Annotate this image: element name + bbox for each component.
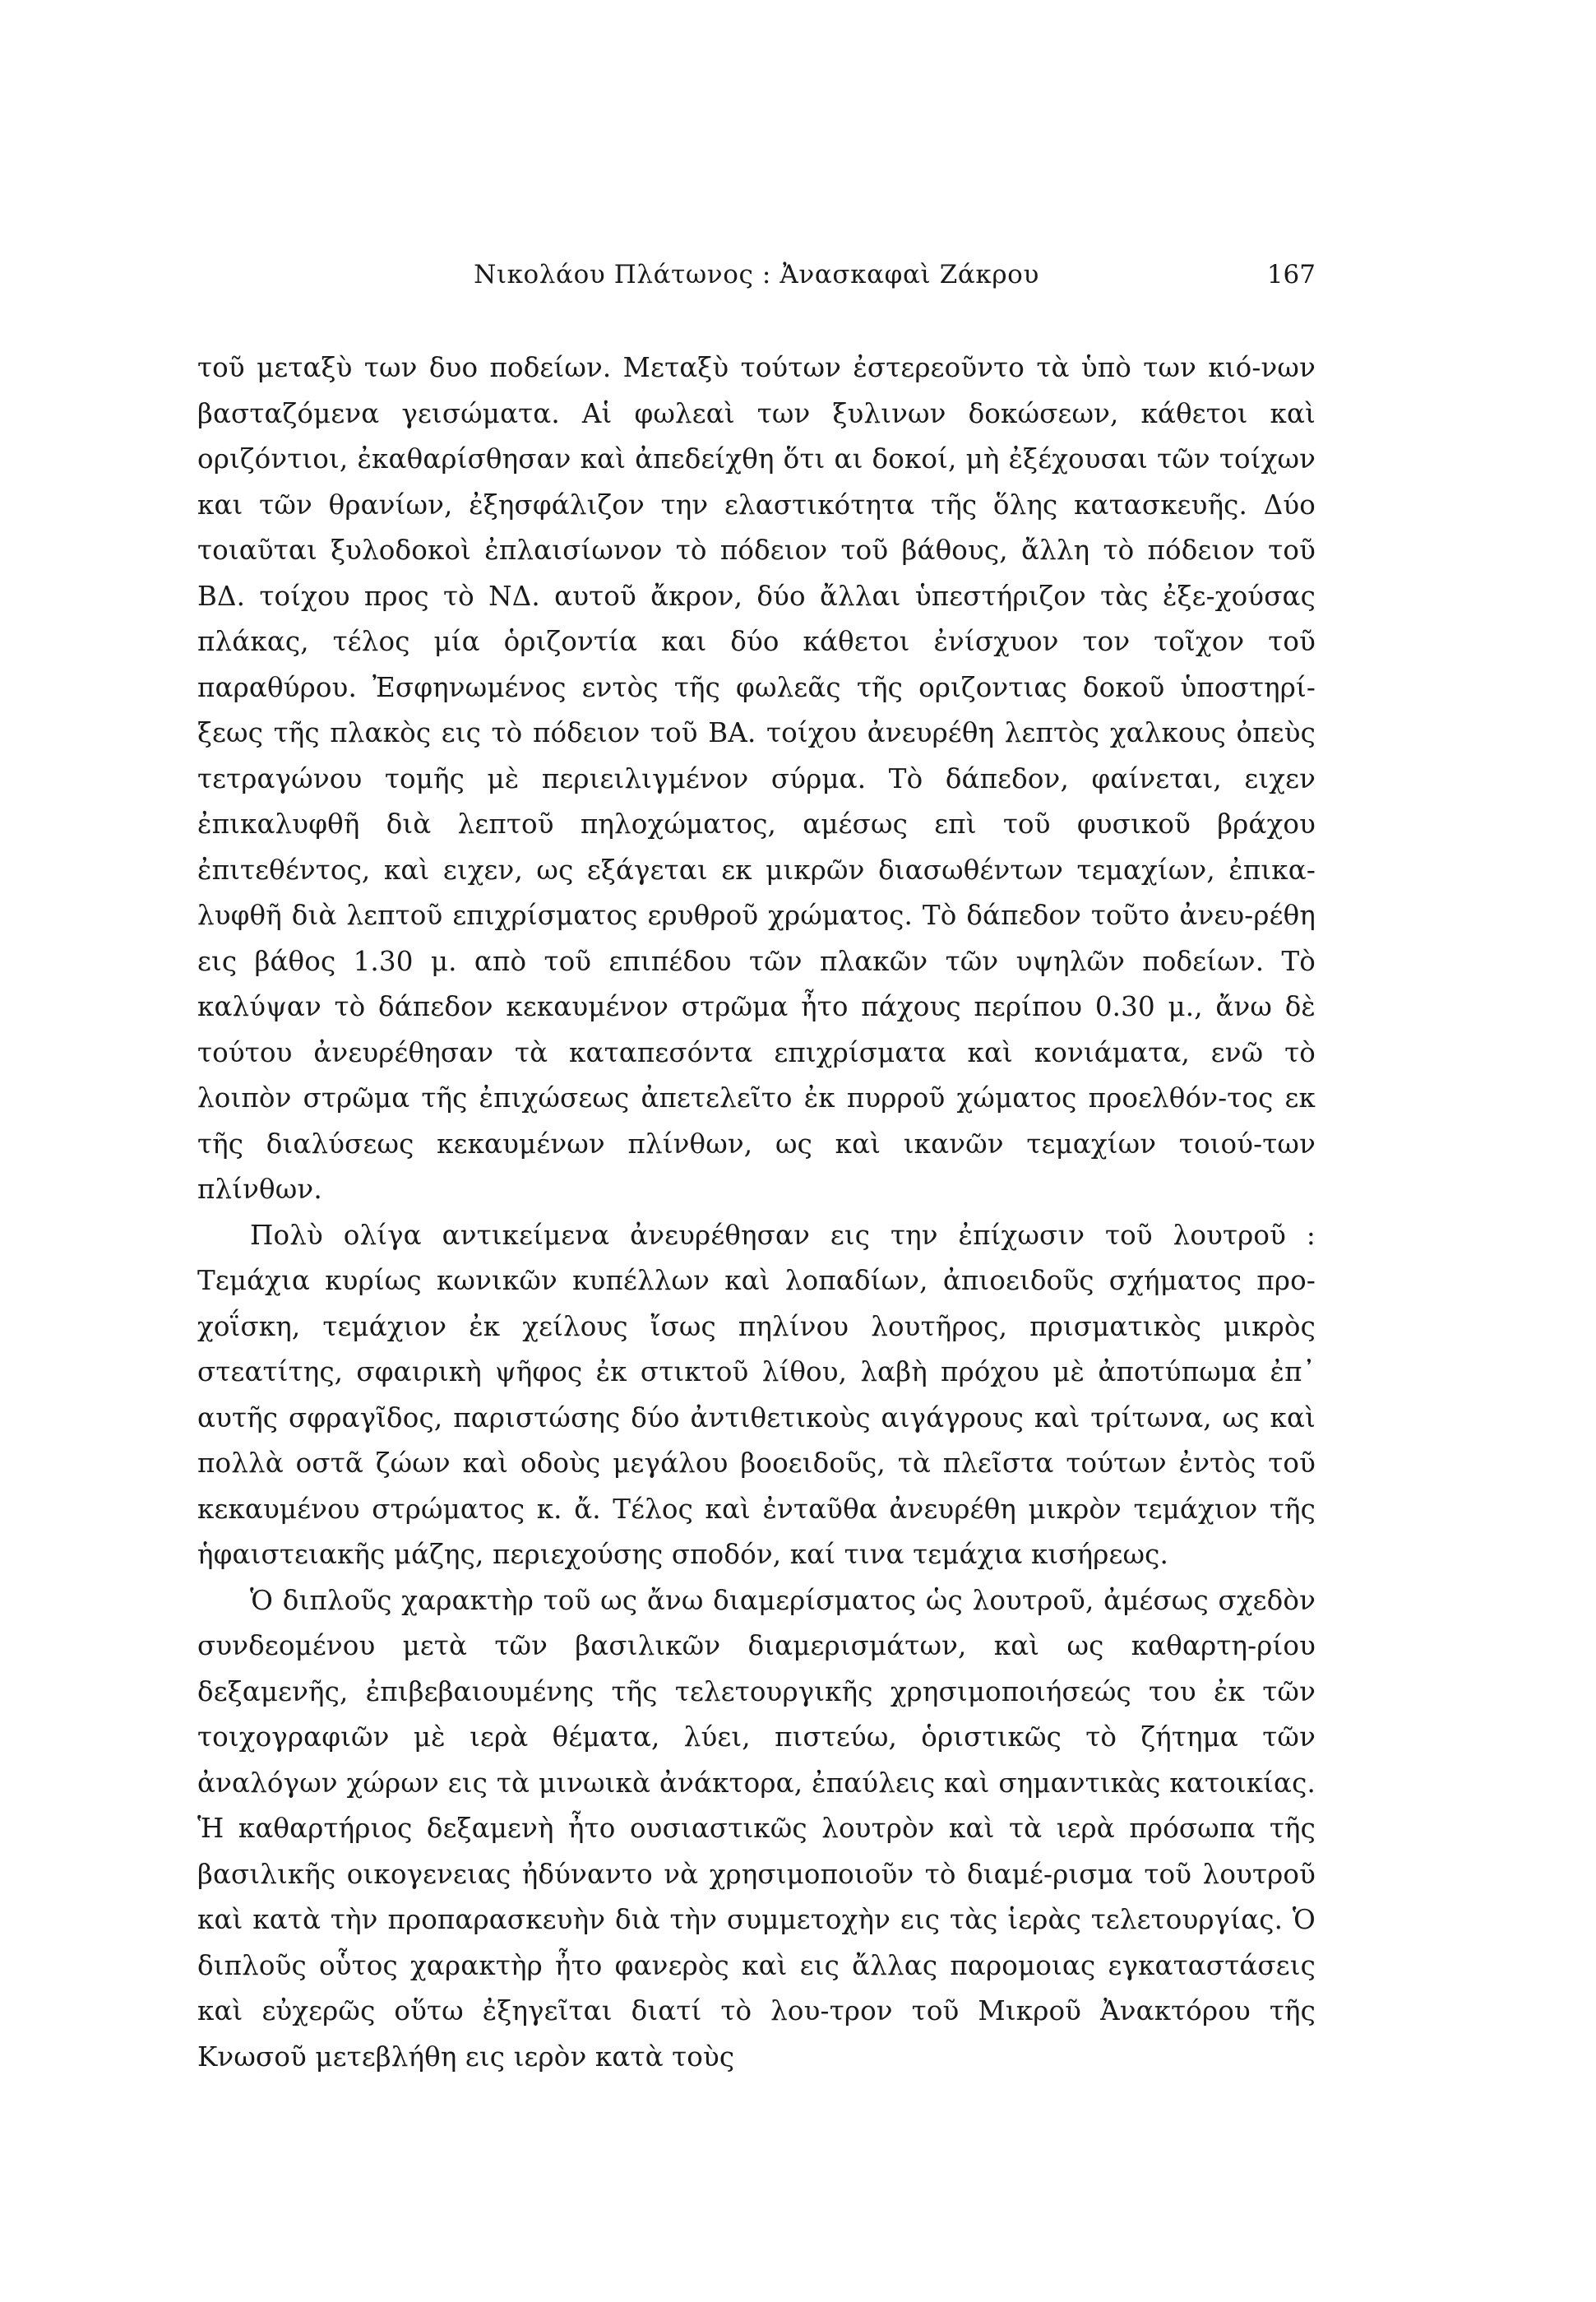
body-text (197, 345, 1316, 2080)
page-number: 167 (1266, 260, 1316, 289)
book-page (197, 260, 1316, 2080)
paragraph-finds: Πολὺ ολίγα αντικείμενα ἀνευρέθησαν εις την ἐπίχωσιν τοῦ λουτροῦ : Τεμάχια κυρίως κωνικῶν κυπέλλων καὶ λοπαδίων, ἀπιοειδοῦς σχήματος προ-χοΐσκη, τεμάχιον ἐκ χείλους ἴσως πηλίνου λουτῆρος, πρισματικὸς μικρὸς στεατίτης, σφαιρικὴ ψῆφος ἐκ στικτοῦ λίθου, λαβὴ πρόχου μὲ ἀποτύπωμα ἐπ᾿ αυτῆς σφραγῖδος, παριστώσης δύο ἀντιθετικοὺς αιγάγρους καὶ τρίτωνα, ως καὶ πολλὰ οστᾶ ζώων καὶ οδοὺς μεγάλου βοοειδοῦς, τὰ πλεῖστα τούτων ἐντὸς τοῦ κεκαυμένου στρώματος κ. ἄ. Τέλος καὶ ἐνταῦθα ἀνευρέθη μικρὸν τεμάχιον τῆς ἡφαιστειακῆς μάζης, περιεχούσης σποδόν, καί τινα τεμάχια κισήρεως. (197, 1219, 1316, 1570)
paragraph-interpretation: Ὁ διπλοῦς χαρακτὴρ τοῦ ως ἄνω διαμερίσματος ὡς λουτροῦ, ἀμέσως σχεδὸν συνδεομένου μετὰ τῶν βασιλικῶν διαμερισμάτων, καὶ ως καθαρτη-ρίου δεξαμενῆς, ἐπιβεβαιουμένης τῆς τελετουργικῆς χρησιμοποιήσεώς του ἐκ τῶν τοιχογραφιῶν μὲ ιερὰ θέματα, λύει, πιστεύω, ὁριστικῶς τὸ ζήτημα τῶν ἀναλόγων χώρων εις τὰ μινωικὰ ἀνάκτορα, ἐπαύλεις καὶ σημαντικὰς κατοικίας. Ἡ καθαρτήριος δεξαμενὴ ἦτο ουσιαστικῶς λουτρὸν καὶ τὰ ιερὰ πρόσωπα τῆς βασιλικῆς οικογενειας ἠδύναντο νὰ χρησιμοποιοῦν τὸ διαμέ-ρισμα τοῦ λουτροῦ καὶ κατὰ τὴν προπαρασκευὴν διὰ τὴν συμμετοχὴν εις τὰς ἱερὰς τελετουργίας. Ὁ διπλοῦς οὗτος χαρακτὴρ ἦτο φανερὸς καὶ εις ἄλλας παρομοιας εγκαταστάσεις καὶ εὐχερῶς οὕτω ἐξηγεῖται διατί τὸ λου-τρον τοῦ Μικροῦ Ἀνακτόρου τῆς Κνωσοῦ μετεβλήθη εις ιερὸν κατὰ τοὺς (197, 1584, 1316, 2073)
paragraph-bath-construction: τοῦ μεταξὺ των δυο ποδείων. Μεταξὺ τούτων ἐστερεοῦντο τὰ ὑπὸ των κιό-νων βασταζόμενα γεισώματα. Αἱ φωλεαὶ των ξυλινων δοκώσεων, κάθετοι καὶ οριζόντιοι, ἐκαθαρίσθησαν καὶ ἀπεδείχθη ὅτι αι δοκοί, μὴ ἐξέχουσαι τῶν τοίχων και τῶν θρανίων, ἐξησφάλιζον την ελαστικότητα τῆς ὅλης κατασκευῆς. Δύο τοιαῦται ξυλοδοκοὶ ἐπλαισίωνον τὸ πόδειον τοῦ βάθους, ἄλλη τὸ πόδειον τοῦ ΒΔ. τοίχου προς τὸ ΝΔ. αυτοῦ ἄκρον, δύο ἄλλαι ὑπεστήριζον τὰς ἐξε-χούσας πλάκας, τέλος μία ὁριζοντία και δύο κάθετοι ἐνίσχυον τον τοῖχον τοῦ παραθύρου. Ἐσφηνωμένος εντὸς τῆς φωλεᾶς τῆς οριζοντιας δοκοῦ ὑποστηρί-ξεως τῆς πλακὸς εις τὸ πόδειον τοῦ ΒΑ. τοίχου ἀνευρέθη λεπτὸς χαλκους ὀπεὺς τετραγώνου τομῆς μὲ περιειλιγμένον σύρμα. Τὸ δάπεδον, φαίνεται, ειχεν ἐπικαλυφθῆ διὰ λεπτοῦ πηλοχώματος, αμέσως επὶ τοῦ φυσικοῦ βράχου ἐπιτεθέντος, καὶ ειχεν, ως εξάγεται εκ μικρῶν διασωθέντων τεμαχίων, ἐπικα-λυφθῆ διὰ λεπτοῦ επιχρίσματος ερυθροῦ χρώματος. Τὸ δάπεδον τοῦτο ἀνευ-ρέθη εις βάθος 1.30 μ. απὸ τοῦ επιπέδου τῶν πλακῶν τῶν υψηλῶν ποδείων. Τὸ καλύψαν τὸ δάπεδον κεκαυμένον στρῶμα ἦτο πάχους περίπου 0.30 μ., ἄνω δὲ τούτου ἀνευρέθησαν τὰ καταπεσόντα επιχρίσματα καὶ κονιάματα, ενῶ τὸ λοιπὸν στρῶμα τῆς ἐπιχώσεως ἀπετελεῖτο ἐκ πυρροῦ χώματος προελθόν-τος εκ τῆς διαλύσεως κεκαυμένων πλίνθων, ως καὶ ικανῶν τεμαχίων τοιού-των πλίνθων. (197, 352, 1316, 1205)
running-head (197, 260, 1316, 299)
running-title: Νικολάου Πλάτωνος : Ἀνασκαφαὶ Ζάκρου (474, 260, 1039, 289)
